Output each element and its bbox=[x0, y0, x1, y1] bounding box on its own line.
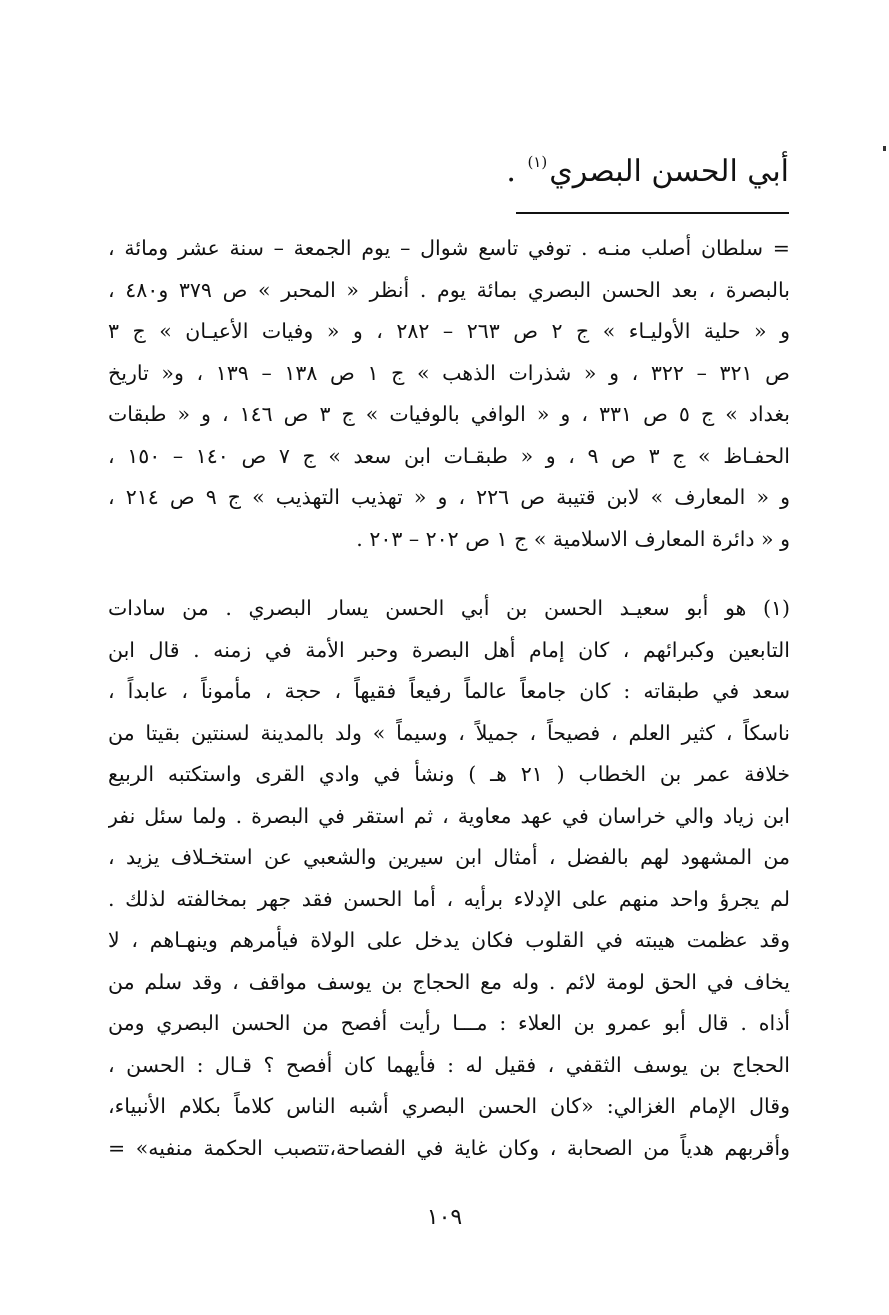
footnote-line: و « المعارف » لابن قتيبة ص ٢٢٦ ، و « تهذيب التهذيب » ج ٩ ص ٢١٤ ، bbox=[108, 485, 790, 509]
footnote-line: بغداد » ج ٥ ص ٣٣١ ، و « الوافي بالوفيات » ج ٣ ص ١٤٦ ، و « طبقات bbox=[108, 402, 790, 426]
footnote-line: الحجاج بن يوسف الثقفي ، فقيل له : فأيهما كان أفصح ؟ قـال : الحسن ، bbox=[108, 1052, 790, 1077]
footnote-one bbox=[108, 588, 790, 1169]
footnote-line: يخاف في الحق لومة لائم . وله مع الحجاج بن يوسف مواقف ، وقد سلم من bbox=[108, 969, 790, 994]
page-number: ١٠٩ bbox=[426, 1205, 463, 1230]
footnote-line: خلافة عمر بن الخطاب ( ٢١ هـ ) ونشأ في وادي القرى واستكتبه الربيع bbox=[108, 762, 790, 786]
heading-period: . bbox=[506, 154, 516, 189]
footnote-continuation bbox=[108, 228, 790, 560]
footnote-line: ناسكاً ، كثير العلم ، فصيحاً ، جميلاً ، وسيماً » ولد بالمدينة لسنتين بقيتا من bbox=[108, 720, 790, 745]
heading-text: أبي الحسن البصري bbox=[549, 154, 789, 189]
footnote-separator-rule bbox=[516, 212, 789, 214]
footnote-line: الحفـاظ » ج ٣ ص ٩ ، و « طبقـات ابن سعد » ج ٧ ص ١٤٠ – ١٥٠ ، bbox=[108, 443, 790, 468]
footnote-line: و « دائرة المعارف الاسلامية » ج ١ ص ٢٠٢ – ٢٠٣ . bbox=[356, 526, 790, 551]
footnote-line: بالبصرة ، بعد الحسن البصري بمائة يوم . أنظر « المحبر » ص ٣٧٩ و٤٨٠ ، bbox=[108, 277, 790, 302]
footnote-line: وأقربهم هدياً من الصحابة ، وكان غاية في الفصاحة،تتصبب الحكمة منفيه» = bbox=[108, 1135, 790, 1160]
footnote-line: وقال الإمام الغزالي: «كان الحسن البصري أشبه الناس كلاماً بكلام الأنبياء، bbox=[108, 1094, 790, 1118]
scan-edge-mark bbox=[883, 146, 886, 151]
footnote-line: التابعين وكبرائهم ، كان إمام أهل البصرة وحبر الأمة في زمنه . قال ابن bbox=[108, 637, 790, 662]
footnote-line: أذاه . قال أبو عمرو بن العلاء : مـــا رأيت أفصح من الحسن البصري ومن bbox=[108, 1011, 790, 1035]
footnote-line: ابن زياد والي خراسان في عهد معاوية ، ثم استقر في البصرة . ولما سئل نفر bbox=[108, 803, 790, 828]
footnote-reference: (١) bbox=[527, 153, 548, 171]
footnote-line: وقد عظمت هيبته في القلوب فكان يدخل على الولاة فيأمرهم وينهـاهم ، لا bbox=[108, 928, 790, 952]
footnote-line: (١) هو أبو سعيـد الحسن بن أبي الحسن يسار البصري . من سادات bbox=[108, 596, 790, 620]
footnote-line: سعد في طبقاته : كان جامعاً عالماً رفيعاً فقيهاً ، حجة ، مأموناً ، عابداً ، bbox=[108, 679, 790, 703]
footnote-line: من المشهود لهم بالفضل ، أمثال ابن سيرين والشعبي عن استخـلاف يزيد ، bbox=[108, 845, 790, 869]
footnote-line: و « حلية الأوليـاء » ج ٢ ص ٢٦٣ – ٢٨٢ ، و « وفيات الأعيـان » ج ٣ bbox=[108, 319, 790, 343]
footnote-line: ص ٣٢١ – ٣٢٢ ، و « شذرات الذهب » ج ١ ص ١٣٨ – ١٣٩ ، و« تاريخ bbox=[108, 360, 790, 385]
heading-line bbox=[506, 140, 789, 194]
footnote-line: = سلطان أصلب منـه . توفي تاسع شوال – يوم الجمعة – سنة عشر ومائة ، bbox=[108, 236, 790, 260]
footnote-line: لم يجرؤ واحد منهم على الإدلاء برأيه ، أما الحسن فقد جهر بمخالفته لذلك . bbox=[108, 886, 790, 911]
